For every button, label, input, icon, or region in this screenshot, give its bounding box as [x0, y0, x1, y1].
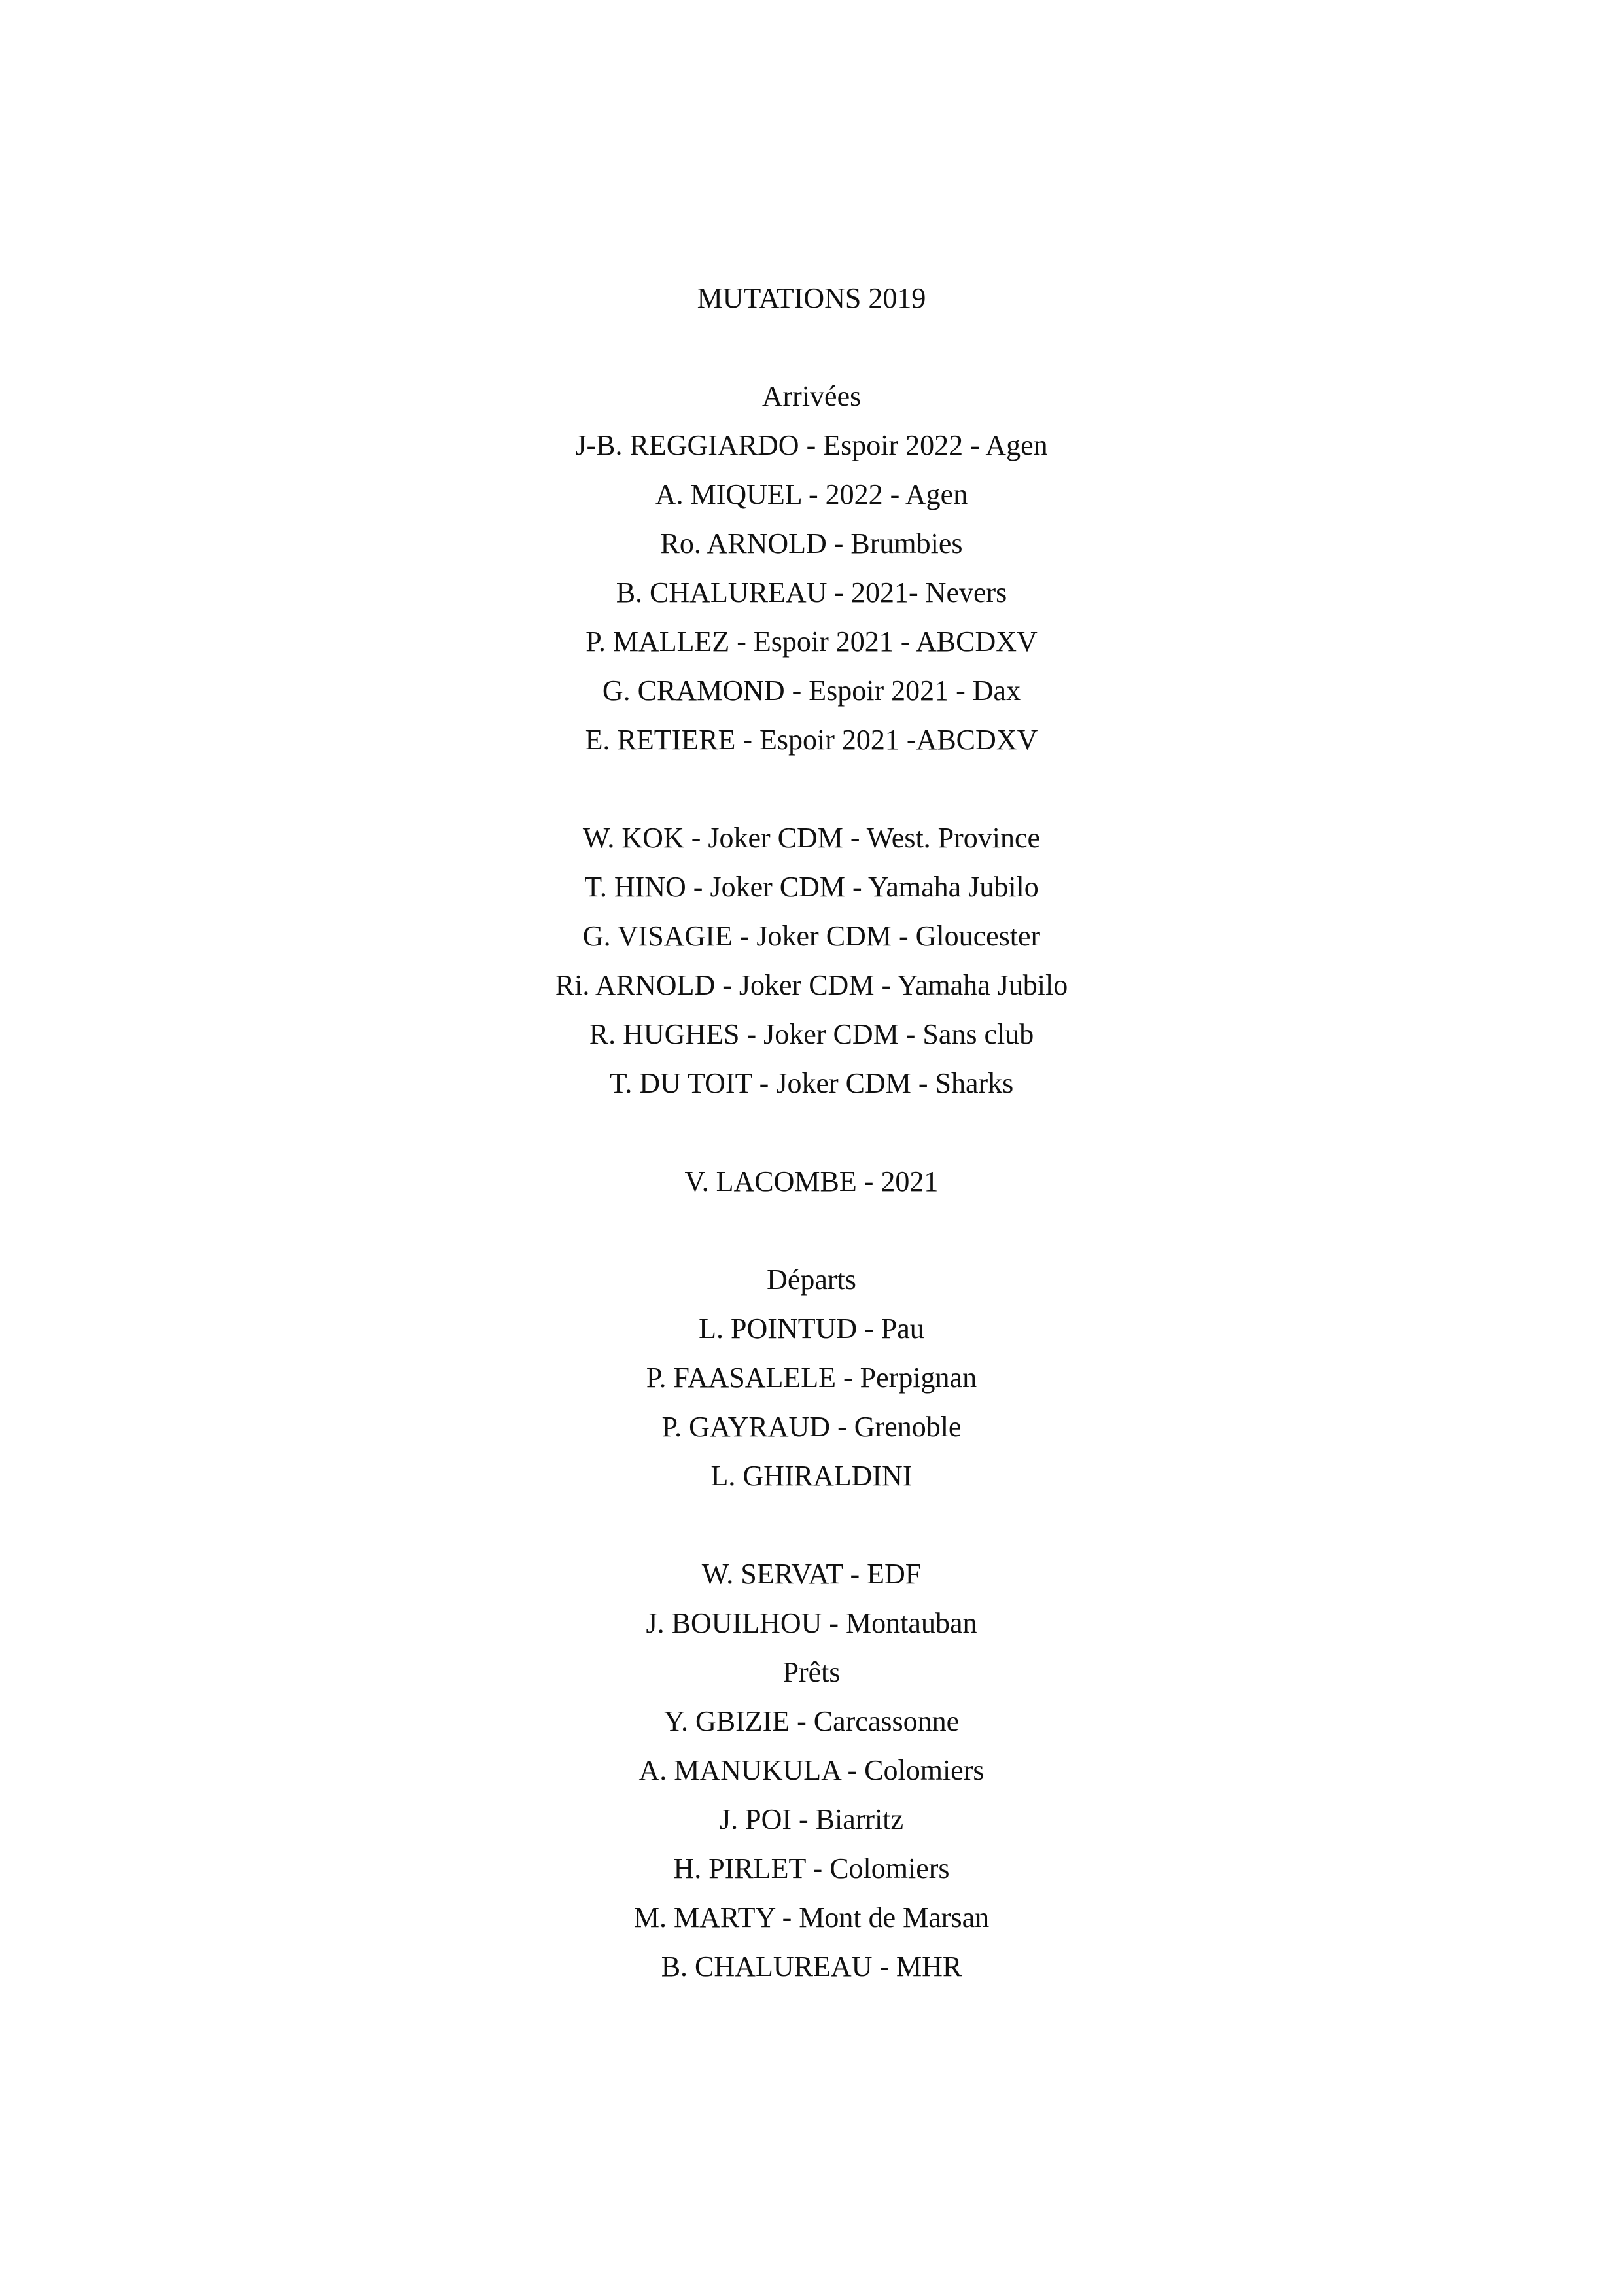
group-spacer: [0, 764, 1623, 813]
section-prets: [0, 1648, 1623, 1991]
list-item: G. CRAMOND - Espoir 2021 - Dax: [602, 675, 1021, 707]
list-item: B. CHALUREAU - MHR: [661, 1951, 962, 1983]
section-heading-arrivees: Arrivées: [761, 380, 862, 412]
list-item: A. MIQUEL - 2022 - Agen: [655, 478, 968, 510]
list-item: T. DU TOIT - Joker CDM - Sharks: [609, 1067, 1014, 1099]
section-heading-prets: Prêts: [782, 1656, 841, 1688]
list-item: V. LACOMBE - 2021: [684, 1165, 939, 1197]
group-spacer: [0, 1500, 1623, 1549]
list-item: J. BOUILHOU - Montauban: [646, 1607, 977, 1639]
list-item: J-B. REGGIARDO - Espoir 2022 - Agen: [575, 429, 1048, 461]
section-heading-departs: Départs: [767, 1263, 856, 1296]
list-item: Ri. ARNOLD - Joker CDM - Yamaha Jubilo: [555, 969, 1068, 1001]
list-item: G. VISAGIE - Joker CDM - Gloucester: [582, 920, 1041, 952]
list-item: J. POI - Biarritz: [719, 1803, 904, 1835]
list-item: P. MALLEZ - Espoir 2021 - ABCDXV: [585, 626, 1038, 658]
list-item: A. MANUKULA - Colomiers: [638, 1754, 985, 1786]
list-item: Y. GBIZIE - Carcassonne: [663, 1705, 960, 1737]
document-title: MUTATIONS 2019: [697, 282, 926, 314]
list-item: T. HINO - Joker CDM - Yamaha Jubilo: [584, 871, 1039, 903]
list-item: H. PIRLET - Colomiers: [673, 1852, 950, 1884]
group-spacer: [0, 1108, 1623, 1157]
section-arrivees: [0, 372, 1623, 1206]
list-item: P. GAYRAUD - Grenoble: [661, 1411, 962, 1443]
section-departs: [0, 1255, 1623, 1648]
list-item: E. RETIERE - Espoir 2021 -ABCDXV: [585, 724, 1038, 756]
list-item: P. FAASALELE - Perpignan: [646, 1362, 977, 1394]
list-item: B. CHALUREAU - 2021- Nevers: [616, 576, 1007, 609]
list-item: L. GHIRALDINI: [710, 1460, 913, 1492]
list-item: M. MARTY - Mont de Marsan: [633, 1901, 990, 1934]
list-item: R. HUGHES - Joker CDM - Sans club: [589, 1018, 1034, 1050]
list-item: W. KOK - Joker CDM - West. Province: [582, 822, 1041, 854]
list-item: L. POINTUD - Pau: [699, 1313, 924, 1345]
list-item: W. SERVAT - EDF: [701, 1558, 922, 1590]
list-item: Ro. ARNOLD - Brumbies: [660, 527, 963, 559]
